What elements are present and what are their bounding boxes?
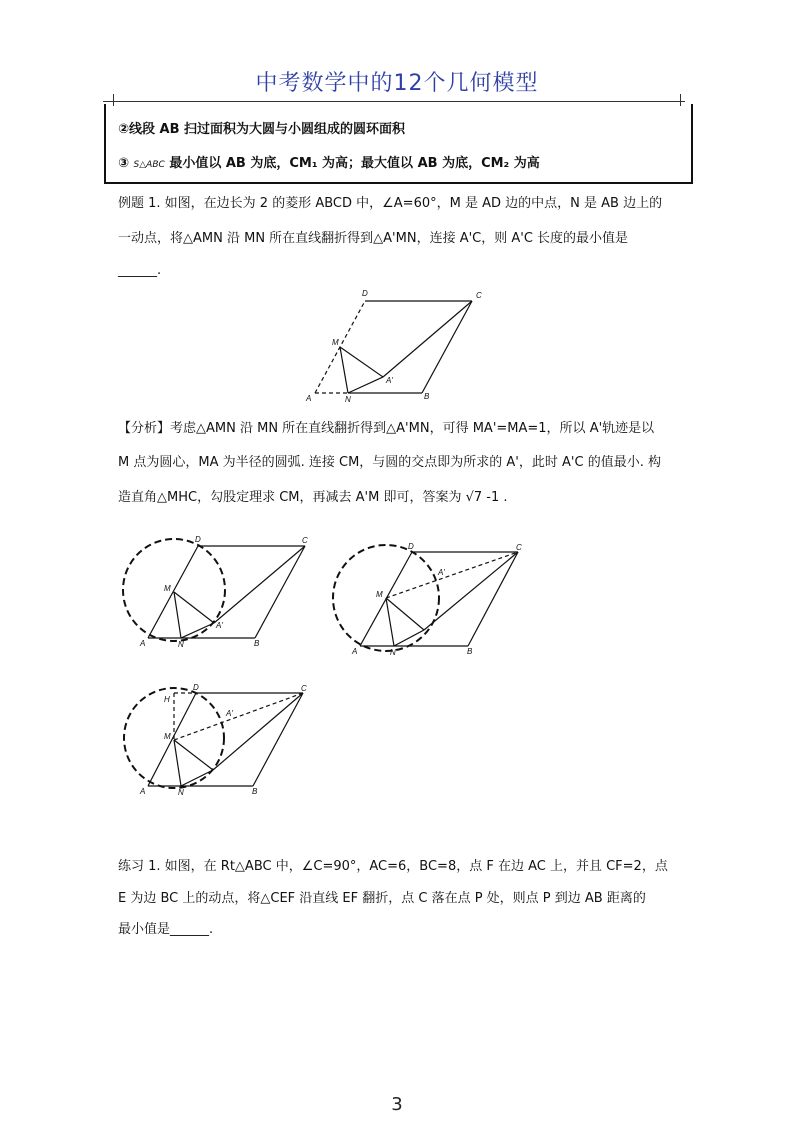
- label-M: M: [164, 584, 171, 593]
- label-A: A: [140, 639, 146, 648]
- label-M: M: [332, 338, 339, 347]
- example1-line2: 一动点，将△AMN 沿 MN 所在直线翻折得到△A'MN，连接 A'C，则 A'C 长度的最小值是: [118, 231, 629, 246]
- analysis-line3: 造直角△MHC，勾股定理求 CM，再减去 A'M 即可，答案为 √7 -1 .: [118, 490, 508, 505]
- label-A-prime: A': [438, 568, 445, 577]
- label-M: M: [376, 590, 383, 599]
- label-D: D: [408, 542, 414, 551]
- label-B: B: [467, 647, 473, 656]
- area-symbol: S△ABC: [133, 160, 165, 170]
- label-A-prime: A': [226, 709, 233, 718]
- label-A: A: [306, 394, 312, 403]
- label-A-prime: A': [216, 621, 223, 630]
- label-C: C: [301, 684, 307, 693]
- label-D: D: [195, 535, 201, 544]
- label-A-prime: A': [386, 376, 393, 385]
- rhombus-figure-4: [118, 683, 323, 803]
- exercise1-line2: E 为边 BC 上的动点，将△CEF 沿直线 EF 翻折，点 C 落在点 P 处，则点 P 到边 AB 距离的: [118, 891, 646, 906]
- label-D: D: [193, 683, 199, 692]
- rhombus-figure-3: [328, 540, 533, 660]
- label-B: B: [254, 639, 260, 648]
- label-B: B: [424, 392, 430, 401]
- label-D: D: [362, 289, 368, 298]
- exercise1-line1: 练习 1. 如图，在 Rt△ABC 中，∠C=90°，AC=6，BC=8，点 F 在边 AC 上，并且 CF=2，点: [118, 859, 668, 874]
- rhombus-figure-1: [300, 285, 490, 405]
- label-A: A: [352, 647, 358, 656]
- analysis-line2: M 点为圆心，MA 为半径的圆弧. 连接 CM，与圆的交点即为所求的 A'，此时 A'C 的值最小. 构: [118, 455, 661, 470]
- label-C: C: [516, 543, 522, 552]
- label-N: N: [390, 648, 396, 657]
- rhombus-figure-2: [118, 534, 323, 654]
- box-line-1: ②线段 AB 扫过面积为大圆与小圆组成的圆环面积: [118, 122, 406, 137]
- label-N: N: [345, 395, 351, 404]
- summary-box: [104, 104, 693, 184]
- page-number: 3: [391, 1094, 403, 1115]
- label-N: N: [178, 640, 184, 649]
- label-H: H: [164, 695, 170, 704]
- label-B: B: [252, 787, 258, 796]
- example1-line1: 例题 1. 如图，在边长为 2 的菱形 ABCD 中，∠A=60°，M 是 AD 边的中点，N 是 AB 边上的: [118, 196, 663, 211]
- box-line-2: [118, 152, 540, 171]
- exercise1-line3: 最小值是______.: [118, 922, 214, 937]
- label-M: M: [164, 732, 171, 741]
- label-N: N: [178, 788, 184, 797]
- box-line-2-text: 最小值以 AB 为底，CM₁ 为高；最大值以 AB 为底，CM₂ 为高: [169, 156, 540, 171]
- example1-answer-blank: ______.: [118, 263, 162, 278]
- analysis-line1: 【分析】考虑△AMN 沿 MN 所在直线翻折得到△A'MN，可得 MA'=MA=1，所以 A'轨迹是以: [118, 421, 655, 436]
- label-C: C: [476, 291, 482, 300]
- page-title: 中考数学中的12个几何模型: [255, 71, 539, 96]
- label-A: A: [140, 787, 146, 796]
- label-C: C: [302, 536, 308, 545]
- circled-three: ③: [118, 156, 130, 171]
- header-rule: [103, 101, 685, 102]
